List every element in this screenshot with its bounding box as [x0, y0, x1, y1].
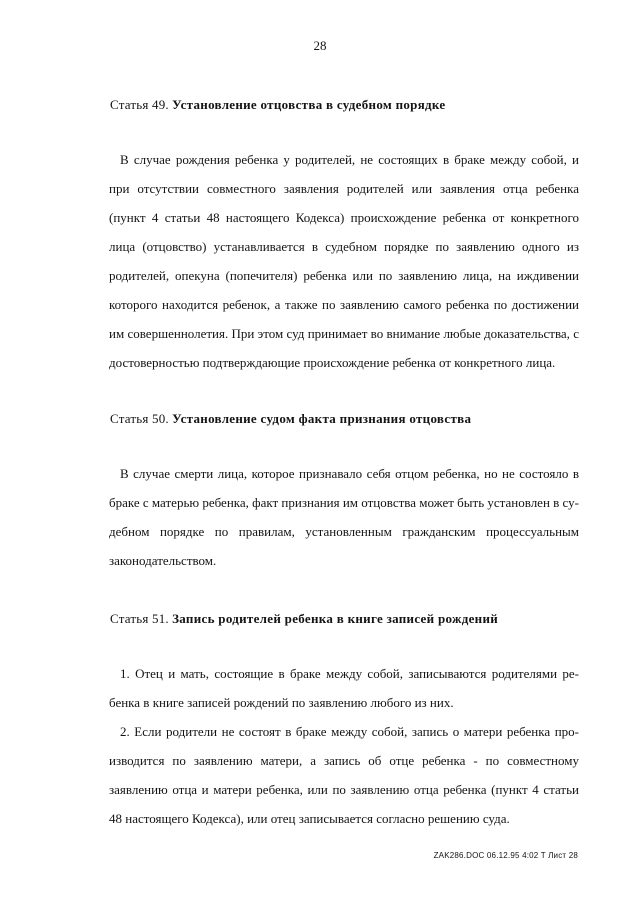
article-paragraph: В случае рождения ребенка у родителей, не состоящих в браке между собой, и при отсутствии совместного заявления родителей или заявления отца ребенка (пункт 4 статьи 48 настоящего Кодекса) происхождение ребенка от конкретного лица (отцовство) устанавливается в судебном порядке по заявлению одного из родителей, опекуна (попечителя) ребенка или по заявлению лица, на иждивении которого находится ребенок, а также по заявлению самого ребенка по достижении им совершеннолетия. При этом суд принимает во внимание любые доказательства, с достоверностью подтверждающие происхождение ребенка от конкретного лица.	[109, 152, 579, 370]
article-paragraph: 1. Отец и мать, состоящие в браке между собой, записываются родителями ребенка в книге записей рождений по заявлению любого из них.	[109, 666, 579, 710]
article-49	[109, 95, 579, 377]
article-51	[109, 609, 579, 833]
article-heading	[109, 409, 579, 429]
article-title: Установление отцовства в судебном порядке	[172, 97, 446, 112]
document-footer: ZAK286.DOC 06.12.95 4:02 T Лист 28	[433, 851, 578, 860]
article-number: Статья 50.	[110, 411, 169, 426]
article-paragraph: В случае смерти лица, которое признавало себя отцом ребенка, но не состояло в браке с матерью ребенка, факт признания им отцовства может быть установлен в судебном порядке по правилам, установленным гражданским процессуальным законодательством.	[109, 466, 579, 568]
article-50	[109, 409, 579, 575]
article-heading	[109, 609, 579, 629]
article-number: Статья 49.	[110, 97, 169, 112]
page-number: 28	[313, 38, 327, 53]
article-title: Запись родителей ребенка в книге записей рождений	[172, 611, 499, 626]
article-title: Установление судом факта признания отцовства	[172, 411, 472, 426]
document-body	[109, 95, 579, 833]
article-number: Статья 51.	[110, 611, 169, 626]
article-paragraph: 2. Если родители не состоят в браке между собой, запись о матери ребенка производится по заявлению матери, а запись об отце ребенка - по совместному заявлению отца и матери ребенка, или по заявлению отца ребенка (пункт 4 статьи 48 настоящего Кодекса), или отец записывается согласно решению суда.	[109, 724, 579, 826]
article-heading	[109, 95, 579, 115]
